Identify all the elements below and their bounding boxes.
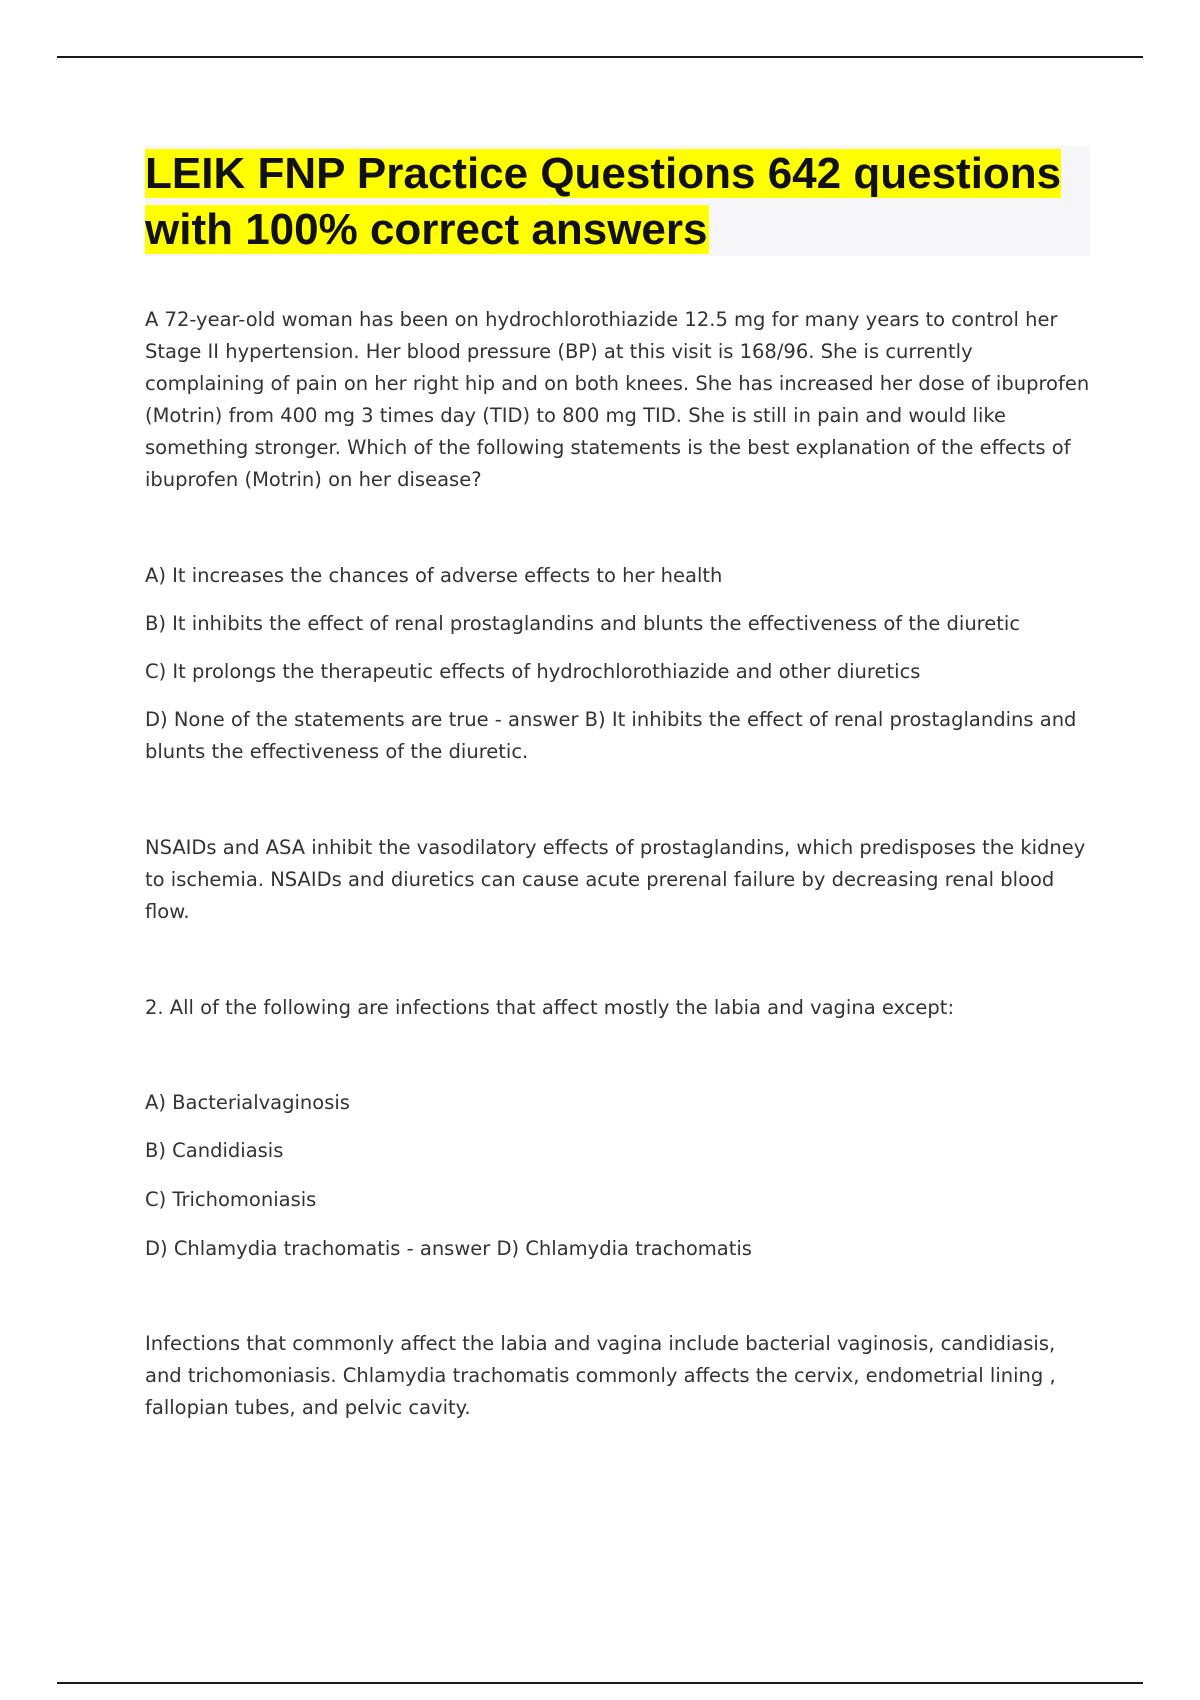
- title-highlight: LEIK FNP Practice Questions 642 questions with 100% correct answers: [145, 149, 1062, 254]
- question-2-option-a: A) Bacterialvaginosis: [145, 1091, 350, 1114]
- question-1-option-b: B) It inhibits the effect of renal prostaglandins and blunts the effectiveness of the diuretic: [145, 612, 1021, 635]
- question-2-option-d: D) Chlamydia trachomatis - answer D) Chlamydia trachomatis: [145, 1237, 752, 1260]
- question-1-option-a: A) It increases the chances of adverse effects to her health: [145, 564, 723, 587]
- question-2-stem: 2. All of the following are infections that affect mostly the labia and vagina except:: [145, 996, 955, 1019]
- title-block: [145, 146, 1090, 256]
- question-2-option-c: C) Trichomoniasis: [145, 1188, 317, 1211]
- question-1-explanation: NSAIDs and ASA inhibit the vasodilatory effects of prostaglandins, which predisposes the kidney to ischemia. NSAIDs and diuretics can cause acute prerenal failure by decreasing renal blood flow.: [145, 836, 1086, 923]
- question-1-option-c: C) It prolongs the therapeutic effects of hydrochlorothiazide and other diuretics: [145, 660, 921, 683]
- question-1-option-d: D) None of the statements are true - answer B) It inhibits the effect of renal prostaglandins and blunts the effectiveness of the diuretic.: [145, 708, 1077, 763]
- question-1-stem: A 72-year-old woman has been on hydrochlorothiazide 12.5 mg for many years to control her Stage II hypertension. Her blood pressure (BP) at this visit is 168/96. She is currently complaining of pain on her right hip and on both knees. She has increased her dose of ibuprofen (Motrin) from 400 mg 3 times day (TID) to 800 mg TID. She is still in pain and would like something stronger. Which of the following statements is the best explanation of the effects of ibuprofen (Motrin) on her disease?: [145, 308, 1090, 491]
- question-2-option-b: B) Candidiasis: [145, 1139, 284, 1162]
- question-2-explanation: Infections that commonly affect the labia and vagina include bacterial vaginosis, candidiasis, and trichomoniasis. Chlamydia trachomatis commonly affects the cervix, endometrial lining , fallopian tubes, and pelvic cavity.: [145, 1332, 1056, 1419]
- bottom-rule: [57, 1682, 1143, 1684]
- page-title: [145, 146, 1090, 258]
- top-rule: [57, 56, 1143, 58]
